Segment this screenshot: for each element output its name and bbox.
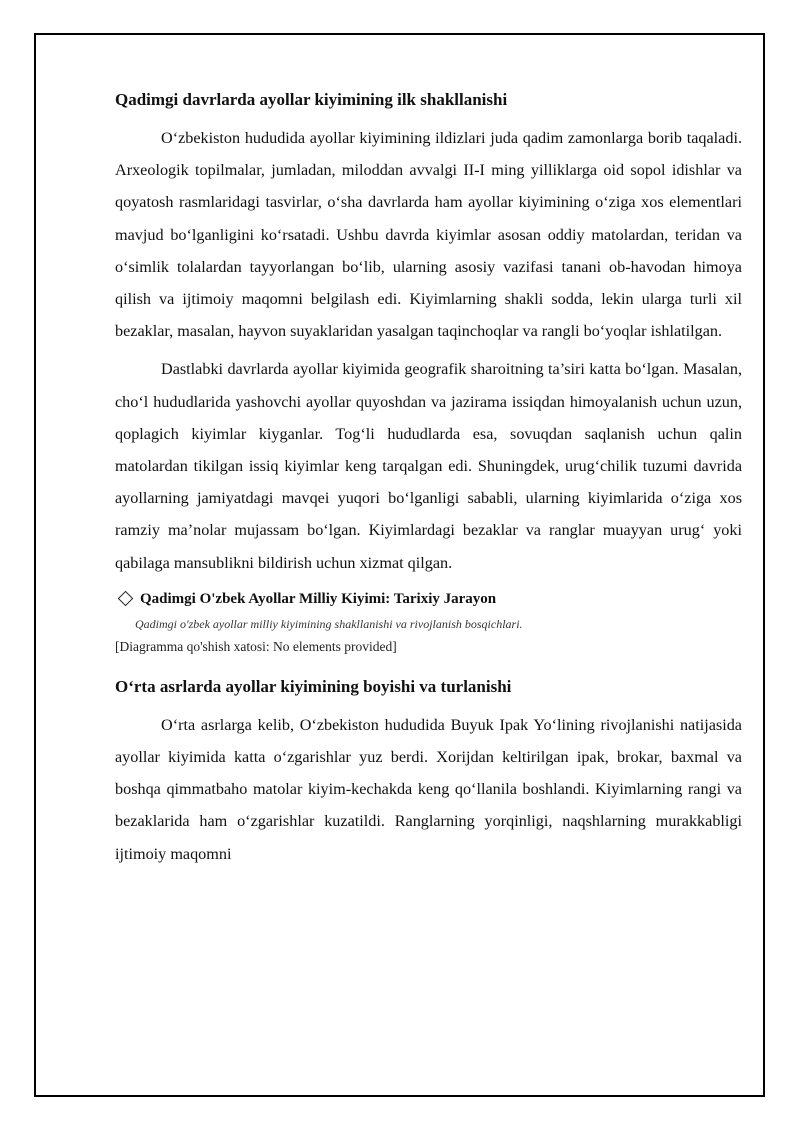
diagram-title — [115, 585, 742, 613]
diagram-subtitle: Qadimgi o'zbek ayollar milliy kiyimining shakllanishi va rivojlanish bosqichlari. — [135, 616, 523, 631]
document-body — [115, 86, 742, 876]
diagram-title-text: Qadimgi O'zbek Ayollar Milliy Kiyimi: Tarixiy Jarayon — [140, 590, 497, 607]
diagram-error-message: [Diagramma qo'shish xatosi: No elements provided] — [115, 638, 397, 654]
diamond-icon — [118, 591, 134, 607]
paragraph: Dastlabki davrlarda ayollar kiyimida geografik sharoitning ta’siri katta bo‘lgan. Masalan, cho‘l hududlarida yashovchi ayollar quyoshdan va jazirama issiqdan himoyalanish uchun uzun, qoplagich kiyimlar kiyganlar. Tog‘li hududlarda esa, sovuqdan saqlanish uchun qalin matolardan tikilgan issiq kiyimlar keng tarqalgan edi. Shuningdek, urug‘chilik tuzumi davrida ayollarning jamiyatdagi mavqei yuqori bo‘lganligi sababli, ularning kiyimlarida o‘ziga xos ramziy ma’nolar mujassam bo‘lgan. Kiyimlardagi bezaklar va ranglar muayyan urug‘ yoki qabilaga mansublikni bildirish uchun xizmat qilgan. — [115, 360, 742, 572]
paragraph: O‘zbekiston hududida ayollar kiyimining ildizlari juda qadim zamonlarga borib taqaladi. Arxeologik topilmalar, jumladan, miloddan avvalgi II-I ming yilliklarga oid sopol idishlar va qoyatosh rasmlaridagi tasvirlar, o‘sha davrlarda ham ayollar kiyimining o‘ziga xos elementlari mavjud bo‘lganligini ko‘rsatadi. Ushbu davrda kiyimlar asosan oddiy matolardan, teridan va o‘simlik tolalardan tayyorlangan bo‘lib, ularning asosiy vazifasi tanani ob-havodan himoya qilish va ijtimoiy maqomni belgilash edi. Kiyimlarning shakli sodda, lekin ularga turli xil bezaklar, masalan, hayvon suyaklaridan yasalgan taqinchoqlar va rangli bo‘yoqlar ishlatilgan. — [115, 129, 742, 341]
section-heading-medieval: O‘rta asrlarda ayollar kiyimining boyishi va turlanishi — [115, 676, 512, 696]
section-heading-ancient: Qadimgi davrlarda ayollar kiyimining ilk shakllanishi — [115, 90, 508, 109]
paragraph: O‘rta asrlarga kelib, O‘zbekiston hududida Buyuk Ipak Yo‘lining rivojlanishi natijasida ayollar kiyimida katta o‘zgarishlar yuz berdi. Xorijdan keltirilgan ipak, brokar, baxmal va boshqa qimmatbaho matolar kiyim-kechakda keng qo‘llanila boshlandi. Kiyimlarning rangi va bezaklarida ham o‘zgarishlar kuzatildi. Ranglarning yorqinligi, naqshlarning murakkabligi ijtimoiy maqomni — [115, 715, 742, 863]
